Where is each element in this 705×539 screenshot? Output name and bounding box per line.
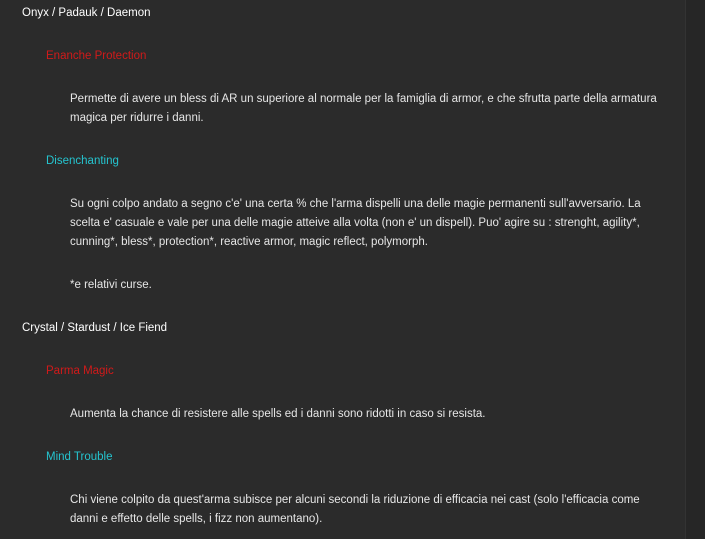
item-footnote: *e relativi curse. [70,279,152,291]
item-description: Permette di avere un bless di AR un superiore al normale per la famiglia di armor, e che sfrutta parte della armatura magica per ridurre i danni. [70,93,657,124]
section-title: Crystal / Stardust / Ice Fiend [22,322,168,334]
item-title-mind-trouble: Mind Trouble [46,451,113,463]
item-description: Aumenta la chance di resistere alle spells ed i danni sono ridotti in caso si resista. [70,408,486,420]
item-description: Su ogni colpo andato a segno c'e' una certa % che l'arma dispelli una delle magie permanenti sull'avversario. La scelta e' casuale e vale per una delle magie atteive alla volta (non e' un dispell). Puo' agire su : strenght, agility*, cunning*, bless*, protection*, reactive armor, magic reflect, polymorph. [70,198,641,248]
vertical-scrollbar[interactable] [685,0,705,539]
item-title-parma-magic: Parma Magic [46,365,114,377]
item-title-enanche-protection: Enanche Protection [46,50,147,62]
item-title-disenchanting: Disenchanting [46,155,119,167]
item-description: Chi viene colpito da quest'arma subisce per alcuni secondi la riduzione di efficacia nei cast (solo l'efficacia come danni e effetto delle spells, i fizz non aumentano). [70,494,640,525]
section-title: Onyx / Padauk / Daemon [22,7,151,19]
